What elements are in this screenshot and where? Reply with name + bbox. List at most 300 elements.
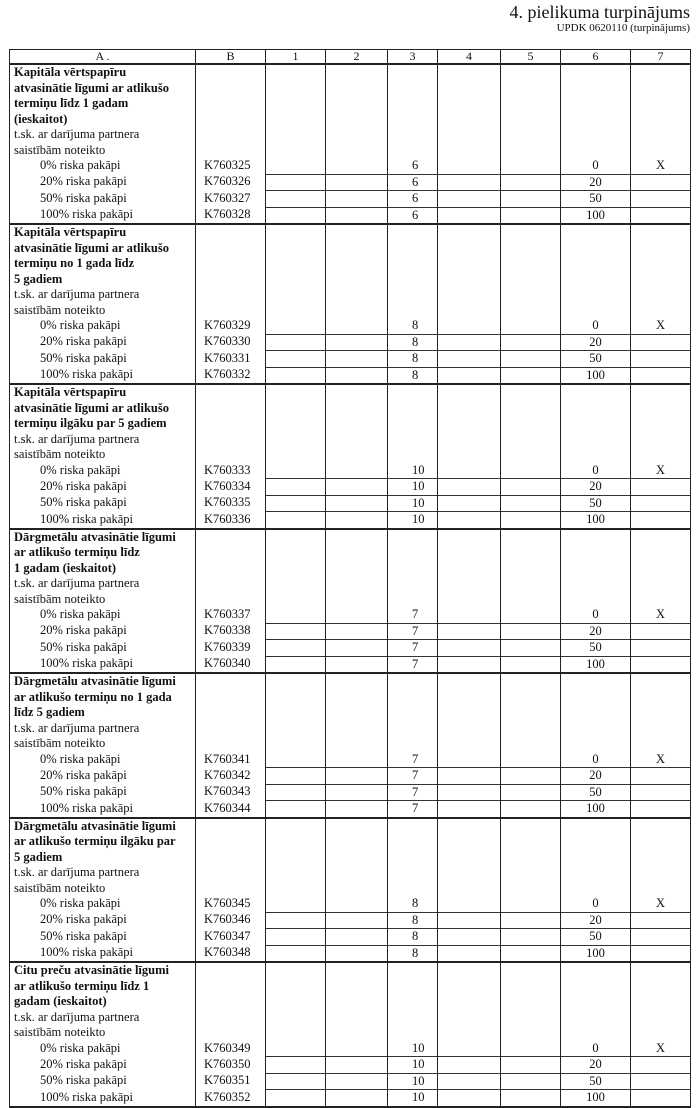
col-3-value: 8 [388, 334, 438, 351]
risk-label: 50% riska pakāpi [10, 351, 196, 368]
col-1-cell [266, 191, 326, 208]
col-6-value: 0 [561, 158, 631, 174]
col-2-cell [326, 1041, 388, 1057]
col-2-cell [326, 174, 388, 191]
risk-label: 20% riska pakāpi [10, 334, 196, 351]
empty-cell [501, 673, 561, 752]
col-2-cell [326, 912, 388, 929]
table-row [10, 158, 691, 174]
col-3-value: 10 [388, 479, 438, 496]
col-5-cell [501, 334, 561, 351]
col-2-cell [326, 929, 388, 946]
col-7-value: X [631, 1041, 691, 1057]
row-code: K760337 [196, 607, 266, 623]
section-title-line: ar atlikušo termiņu no 1 gada [14, 689, 172, 704]
empty-cell [388, 64, 438, 158]
row-code: K760332 [196, 367, 266, 384]
col-2-cell [326, 945, 388, 962]
section-heading-row [10, 224, 691, 318]
col-3-value: 6 [388, 158, 438, 174]
table-row [10, 351, 691, 368]
row-code: K760335 [196, 495, 266, 512]
empty-cell [266, 818, 326, 897]
risk-label: 100% riska pakāpi [10, 945, 196, 962]
empty-cell [501, 529, 561, 608]
empty-cell [266, 224, 326, 318]
col-5-cell [501, 607, 561, 623]
table-row [10, 784, 691, 801]
empty-cell [266, 64, 326, 158]
col-1-cell [266, 896, 326, 912]
col-3-value: 6 [388, 174, 438, 191]
section-title [10, 384, 196, 463]
col-1-cell [266, 207, 326, 224]
col-4-cell [438, 640, 501, 657]
table-row [10, 1041, 691, 1057]
row-code: K760351 [196, 1073, 266, 1090]
empty-cell [561, 384, 631, 463]
col-1-cell [266, 768, 326, 785]
col-6-value: 50 [561, 351, 631, 368]
col-7-value [631, 512, 691, 529]
col-4-cell [438, 896, 501, 912]
col-3-value: 10 [388, 512, 438, 529]
empty-cell [266, 384, 326, 463]
section-title [10, 224, 196, 318]
col-2-cell [326, 623, 388, 640]
section-title-line: Kapitāla vērtspapīru [14, 385, 127, 399]
col-1-cell [266, 463, 326, 479]
empty-cell [631, 224, 691, 318]
col-4-cell [438, 1057, 501, 1074]
column-header: 1 [266, 50, 326, 65]
col-1-cell [266, 1090, 326, 1107]
empty-cell [196, 818, 266, 897]
column-header: 6 [561, 50, 631, 65]
col-7-value [631, 945, 691, 962]
table-row [10, 334, 691, 351]
section-subtitle-line: saistībām noteikto [14, 142, 106, 157]
row-code: K760334 [196, 479, 266, 496]
col-3-value: 7 [388, 784, 438, 801]
empty-cell [501, 384, 561, 463]
col-3-value: 10 [388, 495, 438, 512]
risk-label: 100% riska pakāpi [10, 656, 196, 673]
table-row [10, 367, 691, 384]
table-row [10, 1090, 691, 1107]
col-6-value: 100 [561, 801, 631, 818]
section-title-line: 5 gadiem [14, 271, 63, 286]
row-code: K760331 [196, 351, 266, 368]
risk-label: 20% riska pakāpi [10, 768, 196, 785]
section-subtitle-line: saistībām noteikto [14, 591, 106, 606]
col-4-cell [438, 367, 501, 384]
risk-label: 100% riska pakāpi [10, 512, 196, 529]
col-7-value [631, 334, 691, 351]
col-2-cell [326, 607, 388, 623]
section-title-line: Dārgmetālu atvasinātie līgumi [14, 818, 176, 833]
page-title: 4. pielikuma turpinājums [509, 2, 690, 22]
section-title-line: termiņu no 1 gada līdz [14, 256, 135, 270]
risk-label: 20% riska pakāpi [10, 623, 196, 640]
col-6-value: 50 [561, 495, 631, 512]
risk-label: 100% riska pakāpi [10, 367, 196, 384]
section-title-line: termiņu līdz 1 gadam [14, 96, 129, 110]
col-5-cell [501, 640, 561, 657]
col-3-value: 8 [388, 351, 438, 368]
section-subtitle-line: saistībām noteikto [14, 1025, 106, 1039]
col-7-value [631, 784, 691, 801]
col-4-cell [438, 607, 501, 623]
empty-cell [501, 818, 561, 897]
empty-cell [438, 64, 501, 158]
section-heading-row [10, 673, 691, 752]
col-5-cell [501, 512, 561, 529]
col-6-value: 0 [561, 318, 631, 334]
col-4-cell [438, 1073, 501, 1090]
section-title-line: Dārgmetālu atvasinātie līgumi [14, 674, 176, 688]
col-6-value: 100 [561, 207, 631, 224]
col-5-cell [501, 656, 561, 673]
risk-label: 20% riska pakāpi [10, 174, 196, 191]
col-1-cell [266, 318, 326, 334]
row-code: K760349 [196, 1041, 266, 1057]
table-row [10, 896, 691, 912]
col-1-cell [266, 640, 326, 657]
col-1-cell [266, 784, 326, 801]
empty-cell [196, 529, 266, 608]
col-7-value: X [631, 318, 691, 334]
section-subtitle-line: t.sk. ar darījuma partnera [14, 287, 140, 301]
col-5-cell [501, 801, 561, 818]
col-6-value: 20 [561, 334, 631, 351]
col-4-cell [438, 784, 501, 801]
risk-label: 50% riska pakāpi [10, 1073, 196, 1090]
col-3-value: 7 [388, 768, 438, 785]
section-title-line: atvasinātie līgumi ar atlikušo [14, 400, 169, 415]
col-3-value: 7 [388, 640, 438, 657]
col-3-value: 7 [388, 623, 438, 640]
empty-cell [266, 529, 326, 608]
empty-cell [326, 962, 388, 1041]
empty-cell [561, 64, 631, 158]
col-7-value [631, 367, 691, 384]
col-6-value: 50 [561, 929, 631, 946]
section-heading-row [10, 384, 691, 463]
risk-label: 0% riska pakāpi [10, 896, 196, 912]
section-subtitle-line: saistībām noteikto [14, 880, 106, 895]
col-4-cell [438, 656, 501, 673]
col-4-cell [438, 495, 501, 512]
empty-cell [326, 224, 388, 318]
empty-cell [561, 529, 631, 608]
empty-cell [631, 962, 691, 1041]
col-2-cell [326, 367, 388, 384]
col-3-value: 7 [388, 752, 438, 768]
col-7-value [631, 479, 691, 496]
table-row [10, 1073, 691, 1090]
col-7-value [631, 207, 691, 224]
col-2-cell [326, 801, 388, 818]
col-7-value: X [631, 896, 691, 912]
col-1-cell [266, 1041, 326, 1057]
col-5-cell [501, 784, 561, 801]
table-row [10, 512, 691, 529]
row-code: K760325 [196, 158, 266, 174]
empty-cell [561, 673, 631, 752]
col-7-value [631, 1090, 691, 1107]
col-1-cell [266, 351, 326, 368]
col-4-cell [438, 351, 501, 368]
col-7-value: X [631, 752, 691, 768]
col-2-cell [326, 1073, 388, 1090]
col-4-cell [438, 318, 501, 334]
row-code: K760350 [196, 1057, 266, 1074]
section-heading-row [10, 64, 691, 158]
col-5-cell [501, 1057, 561, 1074]
col-5-cell [501, 351, 561, 368]
col-1-cell [266, 479, 326, 496]
col-6-value: 100 [561, 945, 631, 962]
row-code: K760345 [196, 896, 266, 912]
section-subtitle-line: t.sk. ar darījuma partnera [14, 431, 140, 446]
column-header: 4 [438, 50, 501, 65]
section-heading-row [10, 962, 691, 1041]
section-title-line: Kapitāla vērtspapīru [14, 225, 127, 239]
empty-cell [438, 384, 501, 463]
row-code: K760330 [196, 334, 266, 351]
col-1-cell [266, 495, 326, 512]
col-7-value [631, 174, 691, 191]
empty-cell [196, 224, 266, 318]
col-7-value [631, 351, 691, 368]
col-5-cell [501, 768, 561, 785]
risk-label: 0% riska pakāpi [10, 463, 196, 479]
header-row [10, 50, 691, 65]
section-title-line: (ieskaitot) [14, 111, 68, 126]
col-2-cell [326, 1090, 388, 1107]
col-4-cell [438, 158, 501, 174]
column-header: B [196, 50, 266, 65]
col-4-cell [438, 207, 501, 224]
section-title [10, 818, 196, 897]
empty-cell [631, 384, 691, 463]
section-subtitle-line: t.sk. ar darījuma partnera [14, 127, 140, 141]
section-title-line: Citu preču atvasinātie līgumi [14, 963, 169, 977]
empty-cell [631, 673, 691, 752]
risk-label: 20% riska pakāpi [10, 479, 196, 496]
section-title [10, 529, 196, 608]
col-5-cell [501, 191, 561, 208]
empty-cell [266, 962, 326, 1041]
empty-cell [326, 384, 388, 463]
table-row [10, 801, 691, 818]
col-4-cell [438, 912, 501, 929]
col-3-value: 8 [388, 896, 438, 912]
section-subtitle-line: t.sk. ar darījuma partnera [14, 720, 140, 735]
empty-cell [561, 224, 631, 318]
table-row [10, 1057, 691, 1074]
risk-label: 100% riska pakāpi [10, 1090, 196, 1107]
col-1-cell [266, 1057, 326, 1074]
table-row [10, 752, 691, 768]
col-3-value: 7 [388, 607, 438, 623]
col-6-value: 20 [561, 479, 631, 496]
form-code: UPDK 0620110 (turpinājums) [556, 22, 690, 34]
col-1-cell [266, 912, 326, 929]
table-row [10, 463, 691, 479]
section-title-line: līdz 5 gadiem [14, 705, 85, 719]
col-5-cell [501, 1041, 561, 1057]
empty-cell [326, 673, 388, 752]
col-6-value: 20 [561, 912, 631, 929]
col-5-cell [501, 318, 561, 334]
col-2-cell [326, 656, 388, 673]
empty-cell [266, 673, 326, 752]
risk-label: 50% riska pakāpi [10, 640, 196, 657]
table-row [10, 945, 691, 962]
col-3-value: 7 [388, 656, 438, 673]
col-5-cell [501, 945, 561, 962]
col-6-value: 100 [561, 656, 631, 673]
col-2-cell [326, 784, 388, 801]
col-6-value: 20 [561, 174, 631, 191]
col-6-value: 20 [561, 623, 631, 640]
col-3-value: 10 [388, 1057, 438, 1074]
col-4-cell [438, 1090, 501, 1107]
col-6-value: 0 [561, 1041, 631, 1057]
section-title-line: ar atlikušo termiņu līdz [14, 545, 140, 559]
empty-cell [438, 224, 501, 318]
risk-label: 0% riska pakāpi [10, 318, 196, 334]
section-title [10, 673, 196, 752]
col-3-value: 10 [388, 1073, 438, 1090]
col-7-value [631, 656, 691, 673]
col-7-value [631, 768, 691, 785]
empty-cell [196, 673, 266, 752]
col-3-value: 8 [388, 367, 438, 384]
section-title [10, 64, 196, 158]
empty-cell [388, 529, 438, 608]
empty-cell [631, 529, 691, 608]
col-4-cell [438, 623, 501, 640]
col-5-cell [501, 207, 561, 224]
row-code: K760341 [196, 752, 266, 768]
section-title-line: ar atlikušo termiņu ilgāku par [14, 834, 176, 848]
col-1-cell [266, 1073, 326, 1090]
section-title-line: Dārgmetālu atvasinātie līgumi [14, 529, 176, 544]
col-2-cell [326, 334, 388, 351]
col-1-cell [266, 929, 326, 946]
section-title-line: 1 gadam (ieskaitot) [14, 560, 117, 575]
section-title-line: ar atlikušo termiņu līdz 1 [14, 978, 150, 993]
col-1-cell [266, 367, 326, 384]
empty-cell [561, 818, 631, 897]
section-subtitle-line: saistībām noteikto [14, 447, 106, 461]
col-6-value: 20 [561, 768, 631, 785]
table-row [10, 318, 691, 334]
column-header: 5 [501, 50, 561, 65]
col-3-value: 10 [388, 1041, 438, 1057]
empty-cell [631, 818, 691, 897]
row-code: K760348 [196, 945, 266, 962]
col-2-cell [326, 463, 388, 479]
table-row [10, 912, 691, 929]
row-code: K760342 [196, 768, 266, 785]
col-2-cell [326, 479, 388, 496]
col-7-value [631, 912, 691, 929]
row-code: K760346 [196, 912, 266, 929]
row-code: K760344 [196, 801, 266, 818]
row-code: K760333 [196, 463, 266, 479]
section-title-line: gadam (ieskaitot) [14, 994, 107, 1008]
col-5-cell [501, 752, 561, 768]
col-1-cell [266, 512, 326, 529]
col-2-cell [326, 495, 388, 512]
section-title-line: atvasinātie līgumi ar atlikušo [14, 240, 169, 255]
col-6-value: 20 [561, 1057, 631, 1074]
empty-cell [561, 962, 631, 1041]
row-code: K760326 [196, 174, 266, 191]
col-6-value: 50 [561, 191, 631, 208]
row-code: K760339 [196, 640, 266, 657]
section-title-line: atvasinātie līgumi ar atlikušo [14, 80, 169, 95]
section-heading-row [10, 818, 691, 897]
column-header: 2 [326, 50, 388, 65]
empty-cell [501, 224, 561, 318]
col-4-cell [438, 929, 501, 946]
col-3-value: 6 [388, 191, 438, 208]
col-5-cell [501, 929, 561, 946]
col-3-value: 8 [388, 912, 438, 929]
table-row [10, 479, 691, 496]
col-4-cell [438, 479, 501, 496]
col-4-cell [438, 174, 501, 191]
empty-cell [501, 962, 561, 1041]
table-row [10, 495, 691, 512]
table-row [10, 607, 691, 623]
col-5-cell [501, 896, 561, 912]
risk-label: 0% riska pakāpi [10, 158, 196, 174]
col-3-value: 6 [388, 207, 438, 224]
col-4-cell [438, 1041, 501, 1057]
row-code: K760327 [196, 191, 266, 208]
report-table [9, 49, 691, 1108]
col-6-value: 50 [561, 784, 631, 801]
empty-cell [388, 962, 438, 1041]
col-5-cell [501, 174, 561, 191]
col-4-cell [438, 191, 501, 208]
col-6-value: 100 [561, 367, 631, 384]
empty-cell [631, 64, 691, 158]
col-2-cell [326, 896, 388, 912]
risk-label: 50% riska pakāpi [10, 929, 196, 946]
col-1-cell [266, 607, 326, 623]
col-1-cell [266, 174, 326, 191]
risk-label: 20% riska pakāpi [10, 912, 196, 929]
risk-label: 0% riska pakāpi [10, 752, 196, 768]
row-code: K760352 [196, 1090, 266, 1107]
empty-cell [326, 818, 388, 897]
col-5-cell [501, 1090, 561, 1107]
col-7-value: X [631, 158, 691, 174]
col-2-cell [326, 752, 388, 768]
col-6-value: 0 [561, 896, 631, 912]
col-6-value: 100 [561, 512, 631, 529]
empty-cell [196, 962, 266, 1041]
section-subtitle-line: saistībām noteikto [14, 736, 106, 750]
column-header: 3 [388, 50, 438, 65]
